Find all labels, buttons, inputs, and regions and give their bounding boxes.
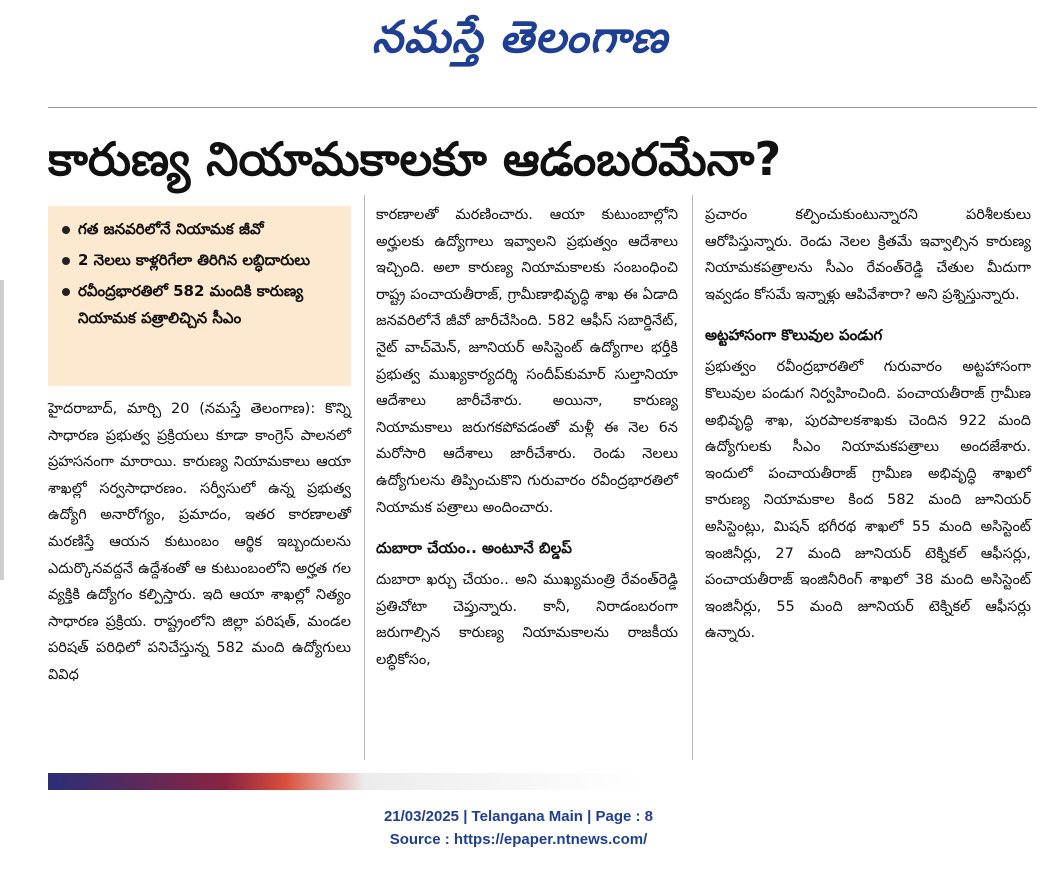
highlight-item: రవీంద్రభారతిలో 582 మందికి కారుణ్య నియామక పత్రాలిచ్చిన సీఎం: [60, 278, 343, 332]
paragraph: దుబారా ఖర్చు చేయం.. అని ముఖ్యమంత్రి రేవంత్‌రెడ్డి ప్రతిచోటా చెప్తున్నారు. కానీ, నిరాడంబరంగా జరుగాల్సిన కారుణ్య నియామకాలను రాజకీయ లబ్ధికోసం,: [376, 572, 678, 668]
paragraph: కారణాలతో మరణించారు. ఆయా కుటుంబాల్లోని అర్హులకు ఉద్యోగాలు ఇవ్వాలని ప్రభుత్వం ఆదేశాలు ఇచ్చింది. అలా కారుణ్య నియామకాలకు సంబంధించి రాష్ట్ర పంచాయతీరాజ్, గ్రామీణాభివృద్ధి శాఖ ఈ ఏడాది జనవరిలోనే జీవో జారీచేసింది. 582 ఆఫీస్ సబార్డినేట్, నైట్ వాచ్‌మెన్, జూనియర్ అసిస్టెంట్ ఉద్యోగాల భర్తీకి ప్రభుత్వ ముఖ్యకార్యదర్శి సందీప్‌కుమార్ సుల్తానియా ఆదేశాలు జారీచేశారు. అయినా, కారుణ్య నియామకాలు జరుగకపోవడంతో మళ్లీ ఈ నెల 6న మరోసారి ఆదేశాలు జారీచేశారు. రెండు నెలలు ఉద్యోగులను తిప్పించుకొని గురువారం రవీంద్రభారతిలో నియామక పత్రాలు అందించారు.: [376, 207, 678, 516]
article-column-3: [705, 202, 1031, 647]
paragraph: ప్రభుత్వం రవీంద్రభారతిలో గురువారం అట్టహాసంగా కొలువుల పండుగ నిర్వహించింది. పంచాయతీరాజ్ గ్రామీణ అభివృద్ధి శాఖ, పురపాలకశాఖకు చెందిన 922 మంది ఉద్యోగులకు సీఎం నియామకపత్రాలు అందజేశారు. ఇందులో పంచాయతీరాజ్ గ్రామీణ అభివృద్ధి శాఖలో కారుణ్య నియామకాల కింద 582 మంది జూనియర్ అసిస్టెంట్లు, మిషన్ భగీరథ శాఖలో 55 మంది అసిస్టెంట్ ఇంజినీర్లు, 27 మంది జూనియర్ టెక్నికల్ ఆఫీసర్లు, పంచాయతీరాజ్ ఇంజినీరింగ్ శాఖలో 38 మంది అసిస్టెంట్ ఇంజినీర్లు, 55 మంది జూనియర్ టెక్నికల్ ఆఫీసర్లు ఉన్నారు.: [705, 359, 1031, 642]
highlights-box: [48, 206, 351, 386]
paragraph: హైదరాబాద్, మార్చి 20 (నమస్తే తెలంగాణ): కొన్ని సాధారణ ప్రభుత్వ ప్రక్రియలు కూడా కాంగ్రెస్ పాలనలో ప్రహసనంగా మారాయి. కారుణ్య నియామకాలు ఆయా శాఖల్లో సర్వసాధారణం. సర్వీసులో ఉన్న ప్రభుత్వ ఉద్యోగి అనారోగ్యం, ప్రమాదం, ఇతర కారణాలతో మరణిస్తే ఆయన కుటుంబం ఆర్థిక ఇబ్బందులను ఎదుర్కొనవద్దనే ఉద్దేశంతో ఆ కుటుంబంలోని అర్హత గల వ్యక్తికి ఉద్యోగం కల్పిస్తారు. ఇది ఆయా శాఖల్లో నిత్యం సాధారణ ప్రక్రియ. రాష్ట్రంలోని జిల్లా పరిషత్, మండల పరిషత్ పరిధిలో పనిచేస్తున్న 582 మంది ఉద్యోగులు వివిధ: [48, 401, 351, 683]
masthead-title: నమస్తే తెలంగాణ: [371, 12, 669, 63]
highlight-item: 2 నెలలు కాళ్లరిగేలా తిరిగిన లబ్ధిదారులు: [60, 247, 343, 274]
masthead-divider: [48, 107, 1037, 108]
page-edge-artifact: [0, 280, 4, 580]
section-subhead: అట్టహాసంగా కొలువుల పండుగ: [705, 326, 883, 345]
article-column-2: [376, 202, 678, 674]
paragraph: ప్రచారం కల్పించుకుంటున్నారని పరిశీలకులు ఆరోపిస్తున్నారు. రెండు నెలల క్రితమే ఇవ్వాల్సిన కారుణ్య నియామకపత్రాలను సీఎం రేవంత్‌రెడ్డి చేతుల మీదుగా ఇవ్వడం కోసమే ఇన్నాళ్లు ఆపివేశారా? అని ప్రశ్నిస్తున్నారు.: [705, 207, 1031, 303]
highlight-item: గత జనవరిలోనే నియామక జీవో: [60, 216, 343, 243]
section-subhead: దుబారా చేయం.. అంటూనే బిల్డప్: [376, 539, 572, 558]
advertisement-strip: [48, 773, 1037, 790]
article-column-1: [48, 396, 351, 689]
footer-edition-info: 21/03/2025 | Telangana Main | Page : 8: [383, 808, 654, 825]
column-divider: [692, 195, 693, 760]
footer-source-link[interactable]: Source : https://epaper.ntnews.com/: [389, 831, 648, 848]
newspaper-masthead: [320, 8, 720, 78]
article-headline: కారుణ్య నియామకాలకూ ఆడంబరమేనా?: [48, 132, 782, 186]
column-divider: [364, 195, 365, 760]
